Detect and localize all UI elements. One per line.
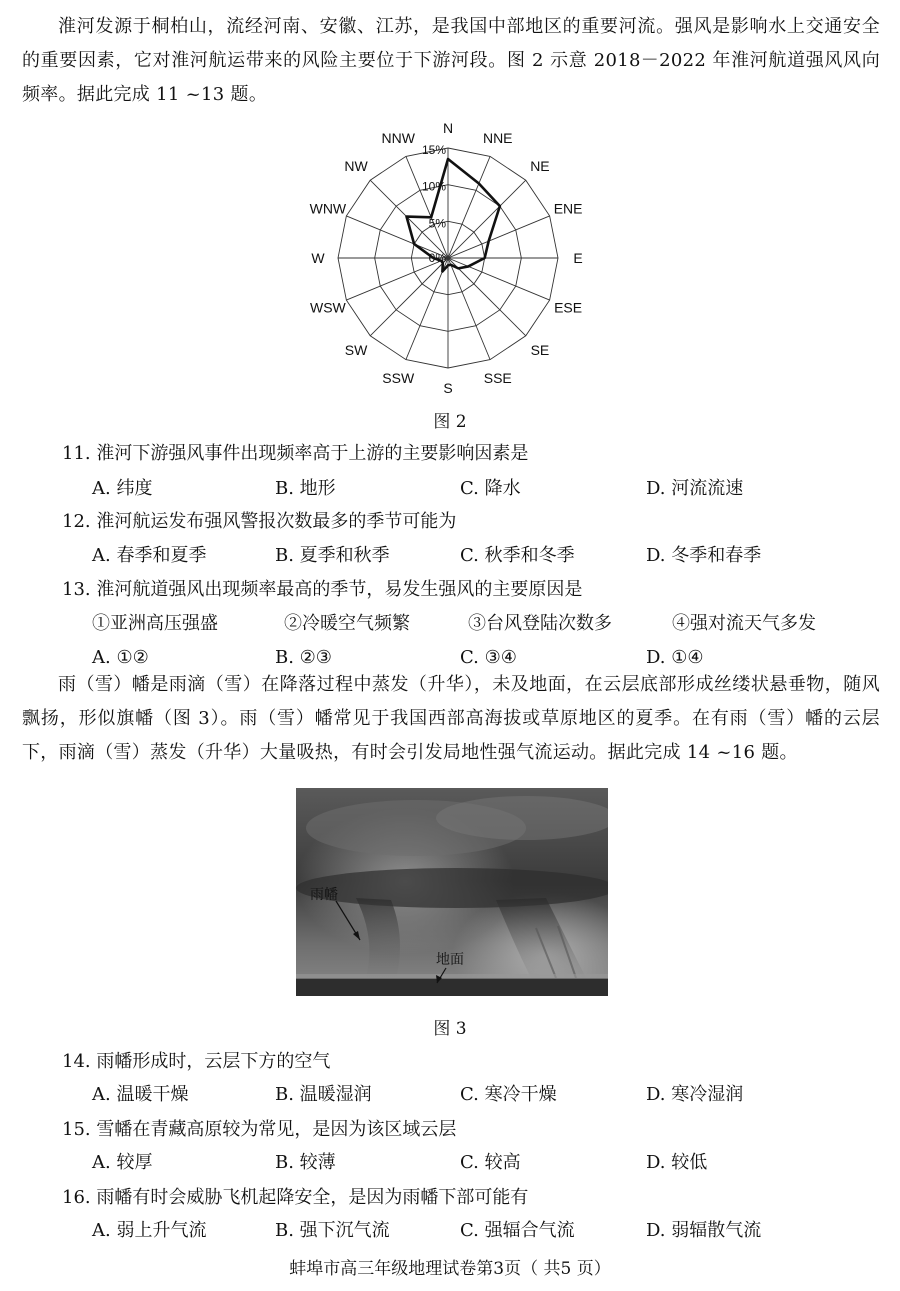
direction-label-nw: NW bbox=[344, 158, 368, 175]
question-16-stem: 16. 雨幡有时会威胁飞机起降安全，是因为雨幡下部可能有 bbox=[62, 1187, 529, 1208]
q12-option-b: B. 夏季和秋季 bbox=[275, 545, 390, 566]
virga-label: 雨幡 bbox=[310, 886, 338, 902]
page-footer: 蚌埠市高三年级地理试卷第3页（ 共5 页） bbox=[289, 1259, 611, 1279]
direction-label-se: SE bbox=[530, 341, 550, 358]
q13-statement-4: ④强对流天气多发 bbox=[672, 613, 816, 634]
intro-paragraph-2: 雨（雪）幡是雨滴（雪）在降落过程中蒸发（升华），未及地面，在云层底部形成丝缕状悬垂物，随风飘扬，形似旗幡（图 3）。雨（雪）幡常见于我国西部高海拔或草原地区的夏季。在有雨（雪）幡的云层下，雨滴（雪）蒸发（升华）大量吸热，有时会引发局地性强气流运动。据此完成 14 ~16 题。 bbox=[22, 674, 880, 763]
direction-label-wsw: WSW bbox=[310, 299, 346, 316]
q15-option-a: A. 较厚 bbox=[92, 1152, 153, 1173]
direction-label-sw: SW bbox=[344, 341, 368, 358]
q13-option-b: B. ②③ bbox=[275, 647, 332, 668]
question-11-stem: 11. 淮河下游强风事件出现频率高于上游的主要影响因素是 bbox=[62, 443, 529, 464]
wind-rose-chart bbox=[296, 118, 606, 398]
q16-option-b: B. 强下沉气流 bbox=[275, 1220, 390, 1241]
q13-statement-1: ①亚洲高压强盛 bbox=[92, 613, 218, 634]
ring-label-0: 0% bbox=[428, 251, 446, 265]
intro-paragraph-1: 淮河发源于桐柏山，流经河南、安徽、江苏，是我国中部地区的重要河流。强风是影响水上交通安全的重要因素，它对淮河航运带来的风险主要位于下游河段。图 2 示意 2018－2022 年淮河航道强风风向频率。据此完成 11 ~13 题。 bbox=[22, 16, 880, 105]
ring-label-1: 5% bbox=[428, 216, 446, 231]
q11-option-c: C. 降水 bbox=[460, 478, 521, 499]
direction-label-w: W bbox=[311, 250, 325, 266]
direction-label-ene: ENE bbox=[553, 200, 583, 217]
direction-label-ssw: SSW bbox=[382, 370, 415, 387]
frequency-polygon bbox=[407, 159, 500, 272]
question-14-stem: 14. 雨幡形成时，云层下方的空气 bbox=[62, 1051, 331, 1072]
direction-label-nne: NNE bbox=[482, 129, 513, 146]
q15-option-b: B. 较薄 bbox=[275, 1152, 336, 1173]
wind-rose-figure bbox=[296, 118, 606, 398]
q16-option-c: C. 强辐合气流 bbox=[460, 1220, 575, 1241]
q13-statement-2: ②冷暖空气频繁 bbox=[284, 613, 410, 634]
q14-option-d: D. 寒冷湿润 bbox=[646, 1084, 744, 1105]
virga-photo bbox=[296, 788, 608, 996]
q11-option-b: B. 地形 bbox=[275, 478, 336, 499]
spoke-sw bbox=[370, 258, 448, 336]
q12-option-c: C. 秋季和冬季 bbox=[460, 545, 575, 566]
q11-option-d: D. 河流流速 bbox=[646, 478, 744, 499]
q14-option-a: A. 温暖干燥 bbox=[92, 1084, 189, 1105]
q12-option-d: D. 冬季和春季 bbox=[646, 545, 762, 566]
q15-option-d: D. 较低 bbox=[646, 1152, 708, 1173]
q12-option-a: A. 春季和夏季 bbox=[92, 545, 207, 566]
direction-label-ne: NE bbox=[530, 158, 550, 175]
direction-label-ese: ESE bbox=[554, 299, 583, 316]
figure-2-caption: 图 2 bbox=[433, 412, 467, 432]
question-13-stem: 13. 淮河航道强风出现频率最高的季节，易发生强风的主要原因是 bbox=[62, 579, 583, 600]
question-15-stem: 15. 雪幡在青藏高原较为常见，是因为该区域云层 bbox=[62, 1119, 457, 1140]
virga-photo-image bbox=[296, 788, 608, 996]
q13-option-a: A. ①② bbox=[92, 647, 149, 668]
q14-option-c: C. 寒冷干燥 bbox=[460, 1084, 557, 1105]
q16-option-d: D. 弱辐散气流 bbox=[646, 1220, 762, 1241]
spoke-se bbox=[448, 258, 526, 336]
q13-statement-3: ③台风登陆次数多 bbox=[468, 613, 612, 634]
direction-label-nnw: NNW bbox=[381, 129, 415, 146]
direction-label-sse: SSE bbox=[483, 370, 512, 387]
q16-option-a: A. 弱上升气流 bbox=[92, 1220, 207, 1241]
ring-label-2: 10% bbox=[421, 179, 446, 194]
q15-option-c: C. 较高 bbox=[460, 1152, 521, 1173]
q14-option-b: B. 温暖湿润 bbox=[275, 1084, 372, 1105]
question-12-stem: 12. 淮河航运发布强风警报次数最多的季节可能为 bbox=[62, 511, 457, 532]
q11-option-a: A. 纬度 bbox=[92, 478, 153, 499]
direction-label-e: E bbox=[573, 250, 583, 266]
direction-label-s: S bbox=[443, 380, 453, 396]
q13-option-c: C. ③④ bbox=[460, 647, 517, 668]
q13-option-d: D. ①④ bbox=[646, 647, 704, 668]
direction-label-n: N bbox=[442, 120, 454, 136]
figure-3-caption: 图 3 bbox=[433, 1019, 467, 1039]
ring-label-3: 15% bbox=[421, 143, 446, 157]
direction-label-wnw: WNW bbox=[309, 200, 347, 217]
ground-label: 地面 bbox=[436, 951, 464, 967]
